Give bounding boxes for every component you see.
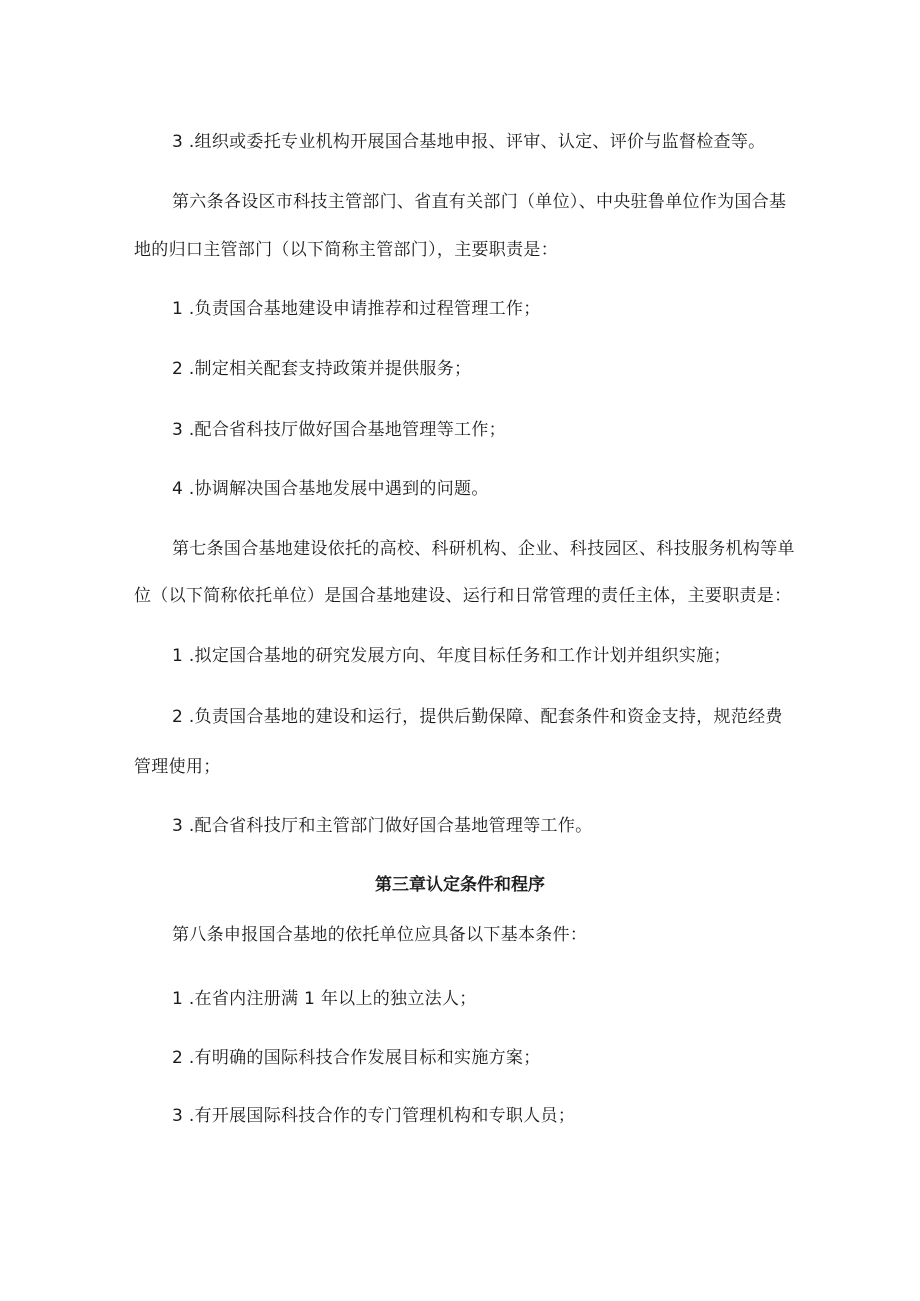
article-7-item-2-line-2: 管理使用； <box>134 757 221 777</box>
article-8-item-2: 2 .有明确的国际科技合作发展目标和实施方案； <box>172 1048 541 1068</box>
article-6-item-3: 3 .配合省科技厅做好国合基地管理等工作； <box>172 420 506 440</box>
article-7-item-2-line-1: 2 .负责国合基地的建设和运行，提供后勤保障、配套条件和资金支持，规范经费 <box>172 707 783 727</box>
article-7-item-1: 1 .拟定国合基地的研究发展方向、年度目标任务和工作计划并组织实施； <box>172 646 731 666</box>
article-7-line-1: 第七条国合基地建设依托的高校、科研机构、企业、科技园区、科技服务机构等单 <box>172 539 795 559</box>
chapter-heading: 第三章认定条件和程序 <box>375 875 545 895</box>
article-6-item-4: 4 .协调解决国合基地发展中遇到的问题。 <box>172 479 489 499</box>
article-7-item-3: 3 .配合省科技厅和主管部门做好国合基地管理等工作。 <box>172 816 593 836</box>
article-7-line-2: 位（以下简称依托单位）是国合基地建设、运行和日常管理的责任主体，主要职责是： <box>134 586 792 606</box>
article-8-item-1: 1 .在省内注册满 1 年以上的独立法人； <box>172 989 477 1009</box>
article-6-item-2: 2 .制定相关配套支持政策并提供服务； <box>172 359 472 379</box>
paragraph-item-3-duties: 3 .组织或委托专业机构开展国合基地申报、评审、认定、评价与监督检查等。 <box>172 132 766 152</box>
article-8-item-3: 3 .有开展国际科技合作的专门管理机构和专职人员； <box>172 1106 576 1126</box>
article-6-item-1: 1 .负责国合基地建设申请推荐和过程管理工作； <box>172 299 541 319</box>
article-6-line-1: 第六条各设区市科技主管部门、省直有关部门（单位）、中央驻鲁单位作为国合基 <box>172 192 787 212</box>
article-8-intro: 第八条申报国合基地的依托单位应具备以下基本条件： <box>172 925 588 945</box>
article-6-line-2: 地的归口主管部门（以下简称主管部门），主要职责是： <box>134 240 558 260</box>
